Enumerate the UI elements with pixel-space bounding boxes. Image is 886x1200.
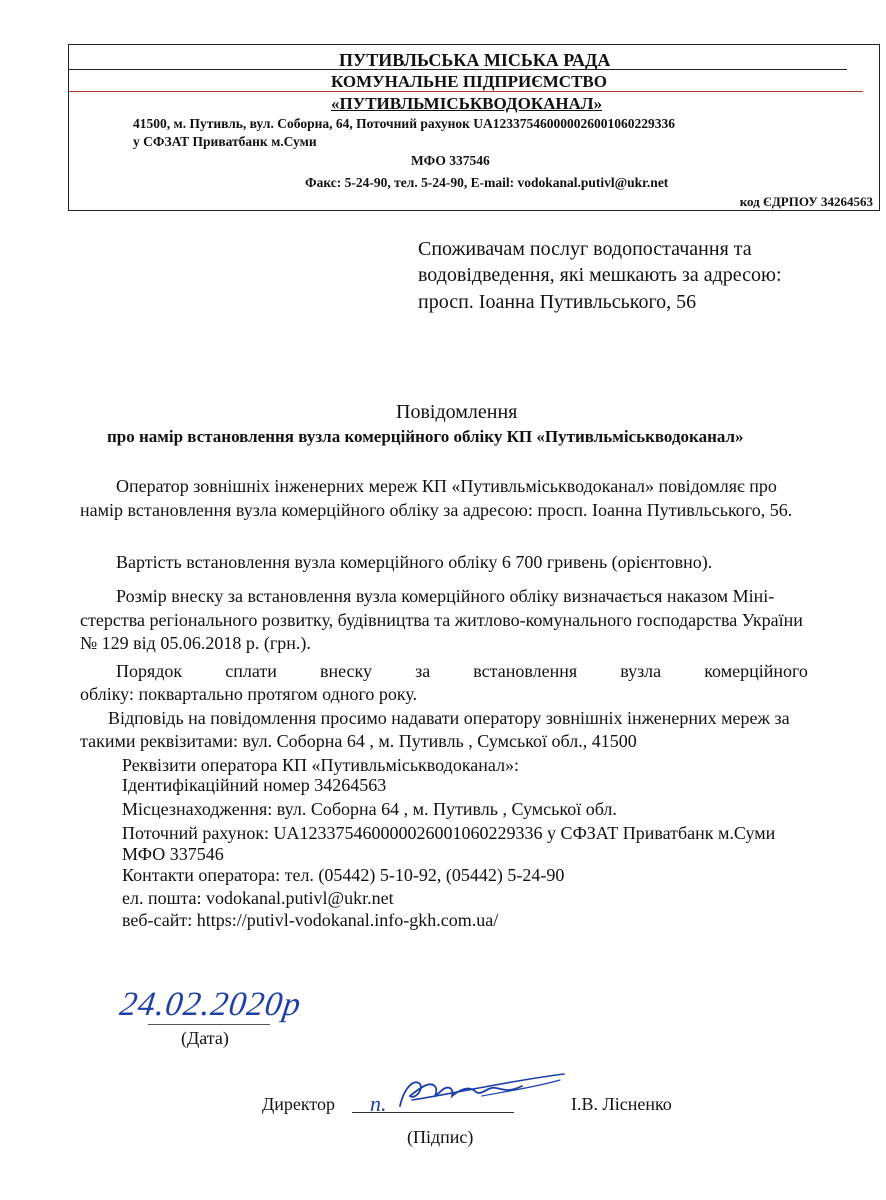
handwritten-signature [392,1066,572,1114]
requisites-mfo: МФО 337546 [122,844,224,864]
director-title: Директор [262,1094,336,1114]
letterhead-address: 41500, м. Путивль, вул. Соборна, 64, Поточний рахунок UA123375460000026001060229336 [133,116,676,131]
letterhead-rule-2 [69,91,863,92]
director-name: І.В. Лісненко [571,1094,672,1114]
signature-mark: п. [370,1091,387,1116]
requisites-contacts: Контакти оператора: тел. (05442) 5-10-92, (05442) 5-24-90 [122,865,565,885]
paragraph-4-line-2: обліку: поквартально протягом одного року. [80,684,418,704]
p4-word: комерційного [704,661,808,681]
enterprise-type: КОМУНАЛЬНЕ ПІДПРИЄМСТВО [331,72,607,91]
recipient-line-1: Споживачам послуг водопостачання та [418,238,752,260]
p4-word: встановлення [473,661,578,681]
paragraph-5-line-1: Відповідь на повідомлення просимо надавати оператору зовнішніх інженерних мереж за [108,708,790,728]
requisites-id-number: Ідентифікаційний номер 34264563 [122,775,387,795]
date-underline [148,1024,270,1025]
paragraph-1-line-2: намір встановлення вузла комерційного обліку за адресою: просп. Іоанна Путивльського, 56. [80,500,793,520]
letterhead-bank: у СФЗАТ Приватбанк м.Суми [133,134,317,149]
paragraph-3-line-1: Розмір внеску за встановлення вузла комерційного обліку визначається наказом Міні- [116,586,775,606]
p4-word: за [415,661,431,681]
requisites-location: Місцезнаходження: вул. Соборна 64 , м. Путивль , Сумської обл. [122,799,617,819]
paragraph-5-line-2: такими реквізитами: вул. Соборна 64 , м. Путивль , Сумської обл., 41500 [80,731,637,751]
letterhead-contacts: Факс: 5-24-90, тел. 5-24-90, E-mail: vodokanal.putivl@ukr.net [305,175,669,190]
date-label: (Дата) [181,1028,229,1048]
signature-label: (Підпис) [407,1127,474,1147]
requisites-email: ел. пошта: vodokanal.putivl@ukr.net [122,888,394,908]
recipient-line-3: просп. Іоанна Путивльського, 56 [418,291,697,313]
letterhead-rule-1 [69,69,847,70]
p4-word: внеску [319,661,373,681]
letterhead-mfo: МФО 337546 [411,153,490,168]
handwritten-date: 24.02.2020р [117,986,304,1023]
p4-word: сплати [225,661,277,681]
paragraph-3-line-3: № 129 від 05.06.2018 р. (грн.). [80,633,311,653]
recipient-line-2: водовідведення, які мешкають за адресою: [418,264,782,286]
paragraph-cost: Вартість встановлення вузла комерційного обліку 6 700 гривень (орієнтовно). [116,552,713,572]
paragraph-1-line-1: Оператор зовнішніх інженерних мереж КП «Путивльміськводоканал» повідомляє про [116,476,777,496]
notice-title: Повідомлення [396,401,518,423]
requisites-website: веб-сайт: https://putivl-vodokanal.info-gkh.com.ua/ [122,910,499,930]
letterhead [68,44,880,211]
notice-subtitle: про намір встановлення вузла комерційного обліку КП «Путивльміськводоканал» [107,427,744,446]
p4-word: Порядок [116,661,183,681]
paragraph-3-line-2: стерства регіонального розвитку, будівництва та житлово-комунального господарства України [80,610,803,630]
letterhead-edrpou: код ЄДРПОУ 34264563 [739,194,873,209]
requisites-heading: Реквізити оператора КП «Путивльміськводоканал»: [122,755,520,775]
council-name: ПУТИВЛЬСЬКА МІСЬКА РАДА [339,50,611,70]
paragraph-4-line-1 [116,660,808,683]
signature-underline [352,1112,514,1113]
requisites-account: Поточний рахунок: UA123375460000026001060229336 у СФЗАТ Приватбанк м.Суми [122,823,776,843]
enterprise-name: «ПУТИВЛЬМІСЬКВОДОКАНАЛ» [331,94,603,113]
p4-word: вузла [620,661,662,681]
